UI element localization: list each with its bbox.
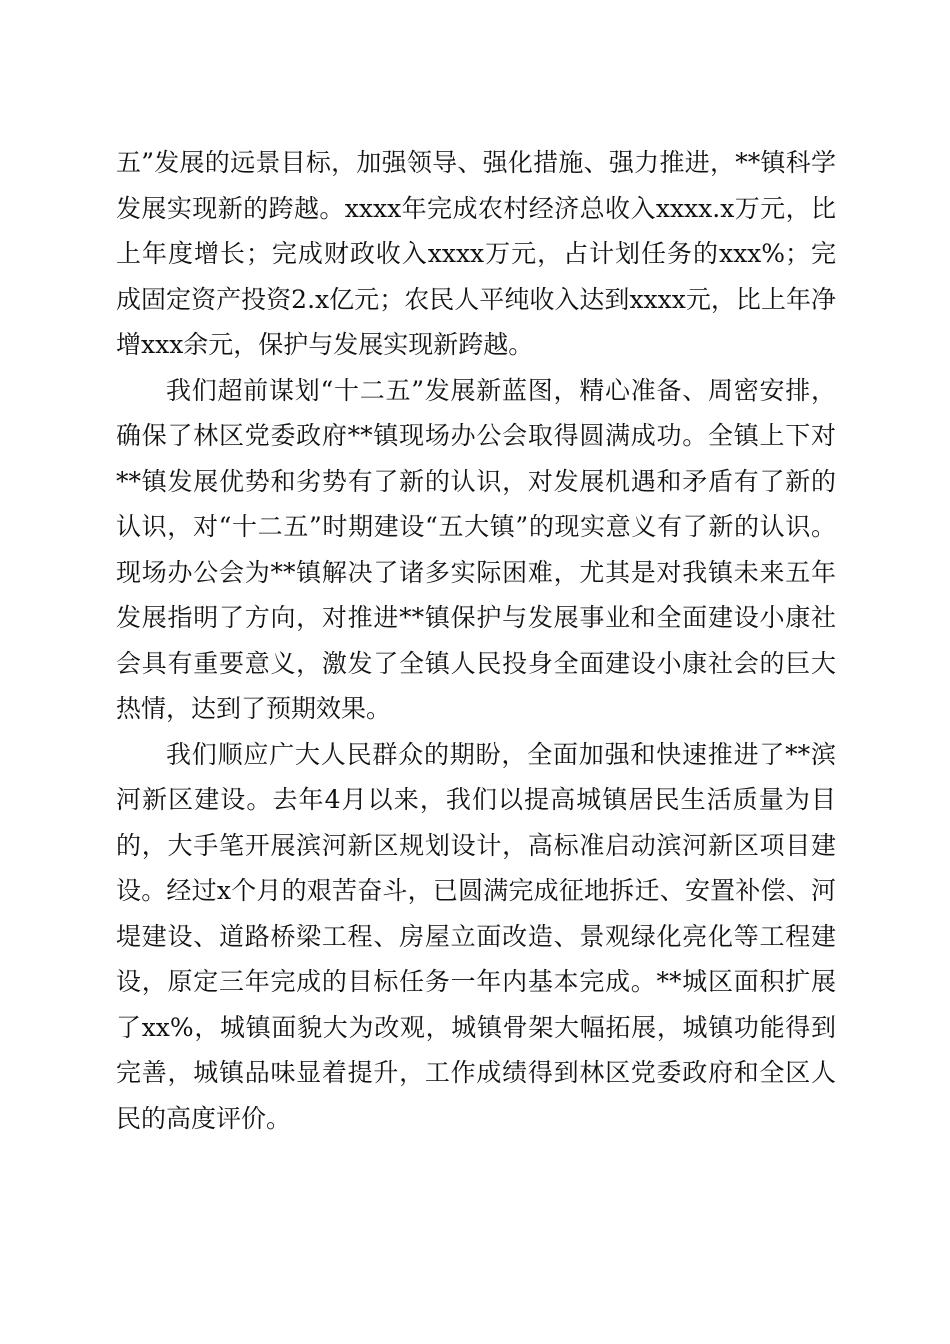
document-body (116, 140, 836, 1141)
paragraph-3: 我们顺应广大人民群众的期盼，全面加强和快速推进了**滨河新区建设。去年4月以来，我们以提高城镇居民生活质量为目的，大手笔开展滨河新区规划设计，高标准启动滨河新区项目建设。经过x个月的艰苦奋斗，已圆满完成征地拆迁、安置补偿、河堤建设、道路桥梁工程、房屋立面改造、景观绿化亮化等工程建设，原定三年完成的目标任务一年内基本完成。**城区面积扩展了xx%，城镇面貌大为改观，城镇骨架大幅拓展，城镇功能得到完善，城镇品味显着提升，工作成绩得到林区党委政府和全区人民的高度评价。 (116, 739, 836, 1133)
paragraph-1: 五”发展的远景目标，加强领导、强化措施、强力推进，**镇科学发展实现新的跨越。xxxx年完成农村经济总收入xxxx.x万元，比上年度增长；完成财政收入xxxx万元，占计划任务的xxx%；完成固定资产投资2.x亿元；农民人平纯收入达到xxxx元，比上年净增xxx余元，保护与发展实现新跨越。 (116, 148, 836, 359)
paragraph-2: 我们超前谋划“十二五”发展新蓝图，精心准备、周密安排，确保了林区党委政府**镇现场办公会取得圆满成功。全镇上下对**镇发展优势和劣势有了新的认识，对发展机遇和矛盾有了新的认识，对“十二五”时期建设“五大镇”的现实意义有了新的认识。现场办公会为**镇解决了诸多实际困难，尤其是对我镇未来五年发展指明了方向，对推进**镇保护与发展事业和全面建设小康社会具有重要意义，激发了全镇人民投身全面建设小康社会的巨大热情，达到了预期效果。 (116, 375, 836, 723)
